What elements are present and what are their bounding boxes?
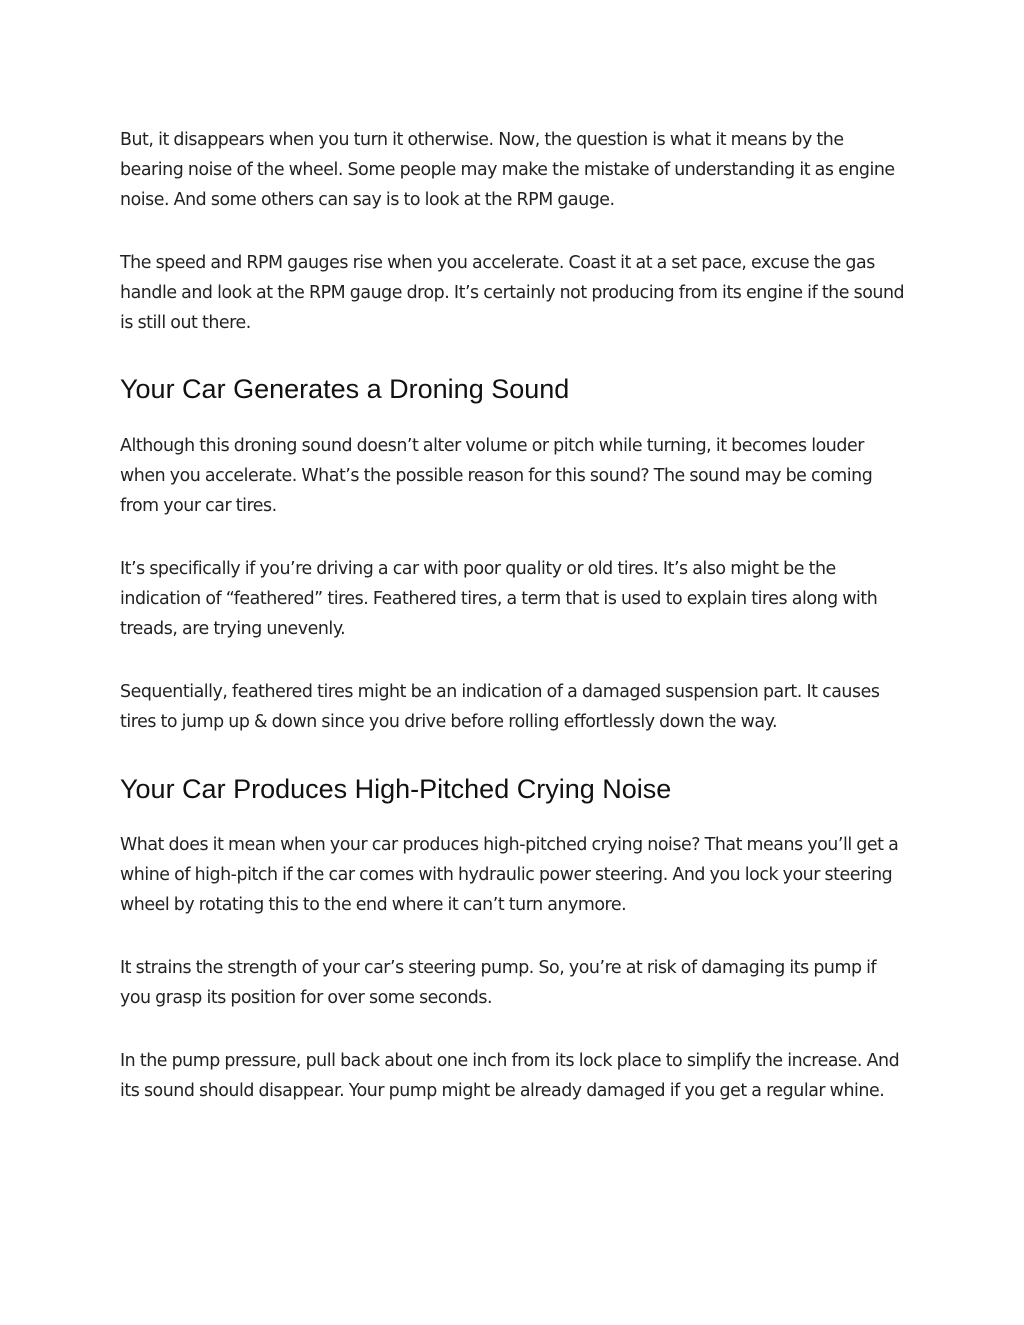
heading-crying-noise: Your Car Produces High-Pitched Crying Noise [120,774,672,804]
paragraph-bearing-noise: But, it disappears when you turn it otherwise. Now, the question is what it means by the bearing noise of the wheel. Some people may make the mistake of understanding it as engine noise. And some others can say is to look at the RPM gauge. [120,130,895,210]
paragraph-rpm-gauges: The speed and RPM gauges rise when you accelerate. Coast it at a set pace, excuse the gas handle and look at the RPM gauge drop. It’s certainly not producing from its engine if the sound is still out there. [120,253,905,333]
paragraph-feathered-tires: It’s specifically if you’re driving a car with poor quality or old tires. It’s also might be the indication of “feathered” tires. Feathered tires, a term that is used to explain tires along with treads, are trying unevenly. [120,559,878,639]
paragraph-droning-reason: Although this droning sound doesn’t alter volume or pitch while turning, it becomes louder when you accelerate. What’s the possible reason for this sound? The sound may be coming from your car tires. [120,436,873,516]
paragraph-pump-pressure: In the pump pressure, pull back about one inch from its lock place to simplify the increase. And its sound should disappear. Your pump might be already damaged if you get a regular whine. [120,1051,900,1101]
paragraph-steering-pump: It strains the strength of your car’s steering pump. So, you’re at risk of damaging its pump if you grasp its position for over some seconds. [120,958,877,1008]
heading-droning-sound: Your Car Generates a Droning Sound [120,374,570,404]
paragraph-suspension-part: Sequentially, feathered tires might be an indication of a damaged suspension part. It causes tires to jump up & down since you drive before rolling effortlessly down the way. [120,682,880,732]
paragraph-power-steering: What does it mean when your car produces high-pitched crying noise? That means you’ll get a whine of high-pitch if the car comes with hydraulic power steering. And you lock your steering wheel by rotating this to the end where it can’t turn anymore. [120,835,899,915]
